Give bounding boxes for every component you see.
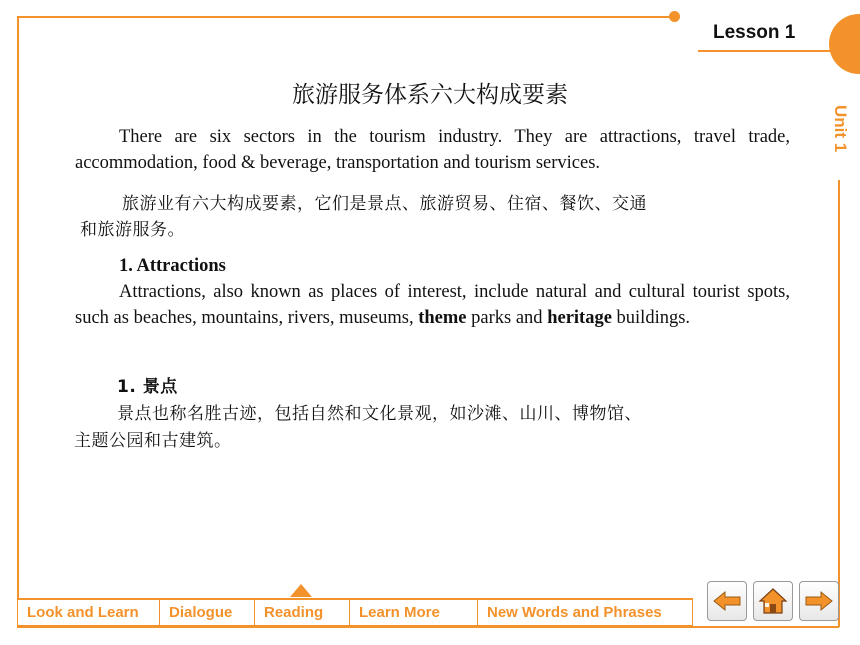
bold-term-theme: theme [418, 308, 467, 328]
corner-decoration [829, 14, 860, 74]
tab-dialogue[interactable]: Dialogue [159, 598, 254, 626]
next-button[interactable] [799, 581, 839, 621]
tab-reading[interactable]: Reading [254, 598, 349, 626]
intro-chinese-line1: 旅游业有六大构成要素，它们是景点、旅游贸易、住宿、餐饮、交通 [122, 194, 647, 214]
frame-right-border [838, 180, 840, 627]
lesson-underline [698, 50, 833, 52]
home-icon [758, 587, 788, 615]
prev-button[interactable] [707, 581, 747, 621]
right-arrow-icon [804, 590, 834, 612]
tab-look-and-learn[interactable]: Look and Learn [17, 598, 159, 626]
intro-english: There are six sectors in the tourism industry. They are attractions, travel trade, accommodation, food & beverage, transportation and tourism services. [75, 127, 790, 173]
section-text-chinese-line2: 主题公园和古建筑。 [74, 431, 232, 451]
unit-label: Unit 1 [831, 105, 850, 153]
frame-bottom-border [17, 626, 839, 628]
bold-term-heritage: heritage [547, 308, 612, 328]
bottom-nav [17, 598, 693, 626]
frame-dot [669, 11, 680, 22]
section-text-english: Attractions, also known as places of interest, include natural and cultural tourist spots, such as beaches, mountains, rivers, museums, theme parks and heritage buildings. [75, 282, 790, 328]
intro-chinese-line2: 和旅游服务。 [80, 220, 185, 240]
active-tab-marker [290, 584, 312, 597]
section-heading-chinese: 1. 景点 [117, 377, 178, 397]
tab-learn-more[interactable]: Learn More [349, 598, 477, 626]
lesson-label: Lesson 1 [713, 22, 796, 43]
home-button[interactable] [753, 581, 793, 621]
tab-new-words-and-phrases[interactable]: New Words and Phrases [477, 598, 693, 626]
left-arrow-icon [712, 590, 742, 612]
page-title: 旅游服务体系六大构成要素 [292, 82, 568, 108]
frame-top-border [17, 16, 677, 18]
section-text-chinese-line1: 景点也称名胜古迹，包括自然和文化景观，如沙滩、山川、博物馆、 [117, 404, 642, 424]
section-heading-english: 1. Attractions [119, 256, 226, 276]
